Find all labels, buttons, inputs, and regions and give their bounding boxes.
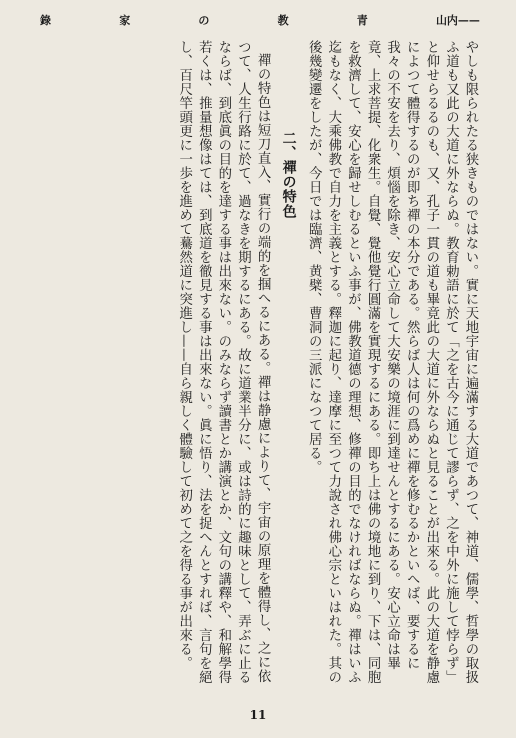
running-head-right: 山内—— xyxy=(435,14,480,27)
paragraph-continued: やしも限られたる狭きものではない。實に天地宇宙に遍滿する大道であつて、神道、儒學、哲學の取扱ふ道も又此の大道に外ならぬ。教育勅語に於て「之を古今に通じて謬らず、之を中外に施して悖らず」と仰せらるるのも、又、孔子一貫の道も畢竟此の大道に外ならぬと見ることが出來る。此の大道を静慮によつて體得するのが即ち禪の本分である。然らば人は何の爲めに禪を修むるかといへば、要するに我々の不安を去り、煩惱を除き、安心立命して大安樂の境涯に到達せんとするにある。安心立命は畢竟、上求菩提、化衆生。自覺、覺他覺行圓滿を實現するにある。即ち上は佛の境地に到り、下は、同胞を救濟して、安心を歸せしむるといふ事が、佛教道德の理想、修禪の目的でなければならぬ。禪はいふ迄もなく、大乘佛教で自力を主義とする。釋迦に起り、達摩に至つて力說され佛心宗といはれた。其の後幾變遷をしたが、今日では臨濟、黄檗、曹洞の三派になつて居る。 xyxy=(306,40,478,684)
running-head-mid2: の xyxy=(198,14,210,27)
paragraph: 禪の特色は短刀直入、實行の端的を掴へるにある。禪は静慮によりて、宇宙の原理を體得し、之に依つて、人生行路に於て、過なきを期するにある。故に道業半分に、或は詩的に趣味として、弄ぶに止るならば、到底眞の目的を達する事は出來ない。のみならず讀書とか講演とか、文句の講釋や、和解學得若くは、推量想像はては、到底道を徹見する事は出來ない。眞に悟り、法を捉へんとすれば、言句を絕し、百尺竿頭更に一歩を進めて驀然道に突進し——自ら親しく體驗して初めて之を得る事が出來る。 xyxy=(176,40,271,684)
running-head-left: 錄 xyxy=(40,14,51,27)
running-head-mid4: 青 xyxy=(356,14,368,27)
running-head-mid3: 教 xyxy=(277,14,289,27)
running-head xyxy=(40,10,480,30)
body-text xyxy=(18,40,480,695)
running-head-mid1: 家 xyxy=(119,14,131,27)
section-heading: 二、禪の特色 xyxy=(280,131,297,219)
page-number: 11 xyxy=(249,708,267,722)
